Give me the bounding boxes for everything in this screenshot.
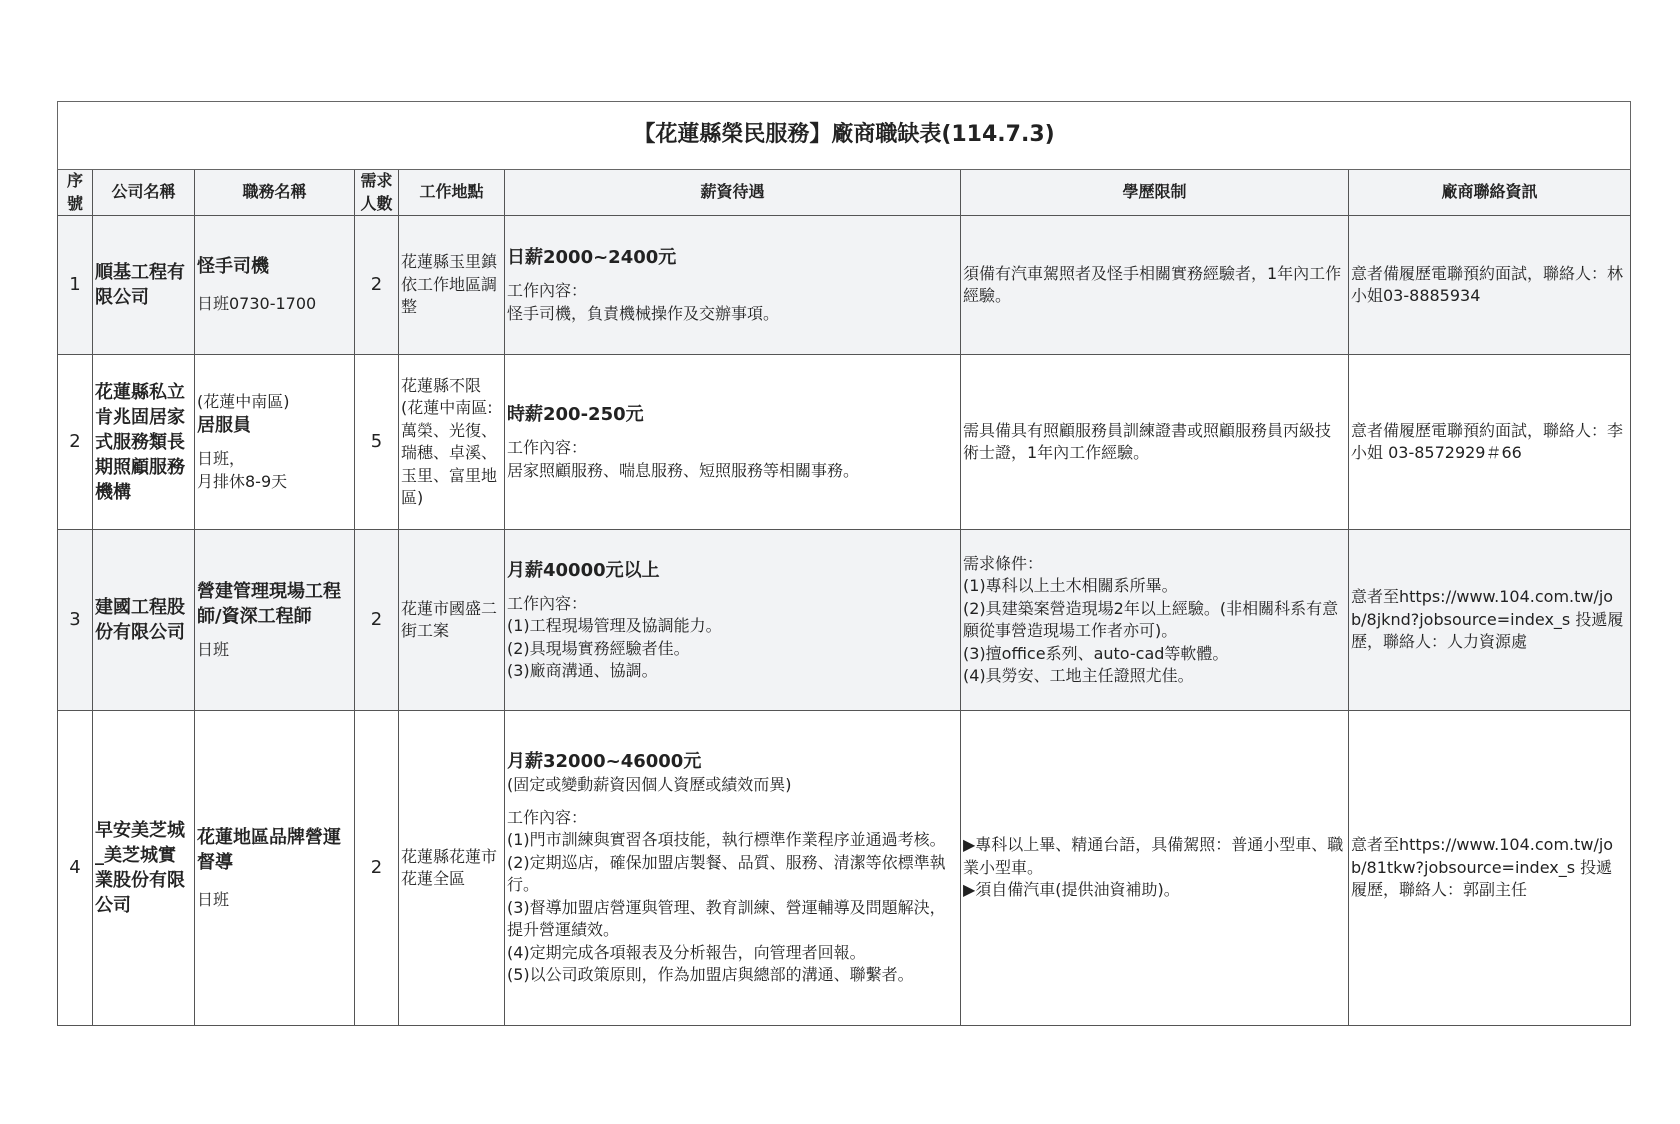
job-shift: 日班 <box>197 889 230 909</box>
salary-cell <box>505 530 961 711</box>
job-cell <box>195 216 355 355</box>
salary-cell <box>505 355 961 530</box>
company-name: 建國工程股份有限公司 <box>93 530 195 711</box>
job-duties: 工作內容： (1)工程現場管理及協調能力。 (2)具現場實務經驗者佳。 (3)廠商溝通、協調。 <box>507 593 722 680</box>
contact-info: 意者至https://www.104.com.tw/job/81tkw?jobsource=index_s 投遞履歷，聯絡人：郭副主任 <box>1349 711 1631 1026</box>
salary-title: 月薪40000元以上 <box>507 559 660 581</box>
table-title: 【花蓮縣榮民服務】廠商職缺表(114.7.3) <box>58 102 1631 170</box>
salary-title: 月薪32000~46000元 <box>507 751 702 773</box>
salary-title: 日薪2000~2400元 <box>507 247 677 268</box>
header-contact: 廠商聯絡資訊 <box>1349 170 1631 216</box>
header-salary: 薪資待遇 <box>505 170 961 216</box>
job-shift: 日班0730-1700 <box>197 294 317 314</box>
job-shift: 日班 <box>197 639 230 659</box>
requirements: 需求條件： (1)專科以上土木相關系所畢。 (2)具建築案營造現場2年以上經驗。(非相關科系有意願從事營造現場工作者亦可)。 (3)擅office系列、auto-cad等軟體。 (4)具勞安、工地主任證照尤佳。 <box>961 530 1349 711</box>
contact-info: 意者至https://www.104.com.tw/job/8jknd?jobsource=index_s 投遞履歷，聯絡人：人力資源處 <box>1349 530 1631 711</box>
table-row <box>58 711 1631 1026</box>
header-job-title: 職務名稱 <box>195 170 355 216</box>
job-vacancy-table <box>57 101 1631 1026</box>
contact-info: 意者備履歷電聯預約面試，聯絡人：林小姐03-8885934 <box>1349 216 1631 355</box>
contact-info: 意者備履歷電聯預約面試，聯絡人：李小姐 03-8572929＃66 <box>1349 355 1631 530</box>
row-number: 1 <box>58 216 93 355</box>
job-duties: 工作內容： 居家照顧服務、喘息服務、短照服務等相關事務。 <box>507 438 860 480</box>
requirements: ▶專科以上畢、精通台語，具備駕照：普通小型車、職業小型車。 ▶須自備汽車(提供油資補助)。 <box>961 711 1349 1026</box>
header-company: 公司名稱 <box>93 170 195 216</box>
job-region: (花蓮中南區) <box>197 391 290 411</box>
work-location: 花蓮縣玉里鎮依工作地區調整 <box>399 216 505 355</box>
table-row <box>58 355 1631 530</box>
requirements: 需具備具有照顧服務員訓練證書或照顧服務員丙級技術士證，1年內工作經驗。 <box>961 355 1349 530</box>
job-cell <box>195 355 355 530</box>
header-location: 工作地點 <box>399 170 505 216</box>
table-row <box>58 216 1631 355</box>
requirements: 須備有汽車駕照者及怪手相關實務經驗者，1年內工作經驗。 <box>961 216 1349 355</box>
salary-title: 時薪200-250元 <box>507 404 644 425</box>
salary-cell <box>505 711 961 1026</box>
job-title: 花蓮地區品牌營運督導 <box>197 826 341 873</box>
headcount: 2 <box>355 216 399 355</box>
row-number: 3 <box>58 530 93 711</box>
job-cell <box>195 711 355 1026</box>
job-title: 居服員 <box>197 415 251 437</box>
salary-note: (固定或變動薪資因個人資歷或績效而異) <box>507 775 792 795</box>
headcount: 2 <box>355 711 399 1026</box>
company-name: 早安美芝城_美芝城實業股份有限公司 <box>93 711 195 1026</box>
row-number: 2 <box>58 355 93 530</box>
salary-cell <box>505 216 961 355</box>
job-title: 怪手司機 <box>197 256 269 278</box>
headcount: 2 <box>355 530 399 711</box>
job-title: 營建管理現場工程師/資深工程師 <box>197 580 341 627</box>
header-requirements: 學歷限制 <box>961 170 1349 216</box>
company-name: 順基工程有限公司 <box>93 216 195 355</box>
header-no: 序號 <box>58 170 93 216</box>
job-duties: 工作內容： (1)門市訓練與實習各項技能，執行標準作業程序並通過考核。 (2)定期巡店，確保加盟店製餐、品質、服務、清潔等依標準執行。 (3)督導加盟店營運與管理、教育訓練、營運輔導及問題解決，提升營運績效。 (4)定期完成各項報表及分析報告，向管理者回報。 (5)以公司政策原則，作為加盟店與總部的溝通、聯繫者。 <box>507 807 946 985</box>
row-number: 4 <box>58 711 93 1026</box>
job-cell <box>195 530 355 711</box>
work-location: 花蓮縣不限 (花蓮中南區:萬榮、光復、瑞穗、卓溪、玉里、富里地區) <box>399 355 505 530</box>
table-row <box>58 530 1631 711</box>
headcount: 5 <box>355 355 399 530</box>
header-count: 需求人數 <box>355 170 399 216</box>
job-shift: 日班， 月排休8-9天 <box>197 449 288 491</box>
job-duties: 工作內容： 怪手司機，負責機械操作及交辦事項。 <box>507 281 780 323</box>
work-location: 花蓮縣花蓮市花蓮全區 <box>399 711 505 1026</box>
work-location: 花蓮市國盛二街工案 <box>399 530 505 711</box>
company-name: 花蓮縣私立肯兆固居家式服務類長期照顧服務機構 <box>93 355 195 530</box>
